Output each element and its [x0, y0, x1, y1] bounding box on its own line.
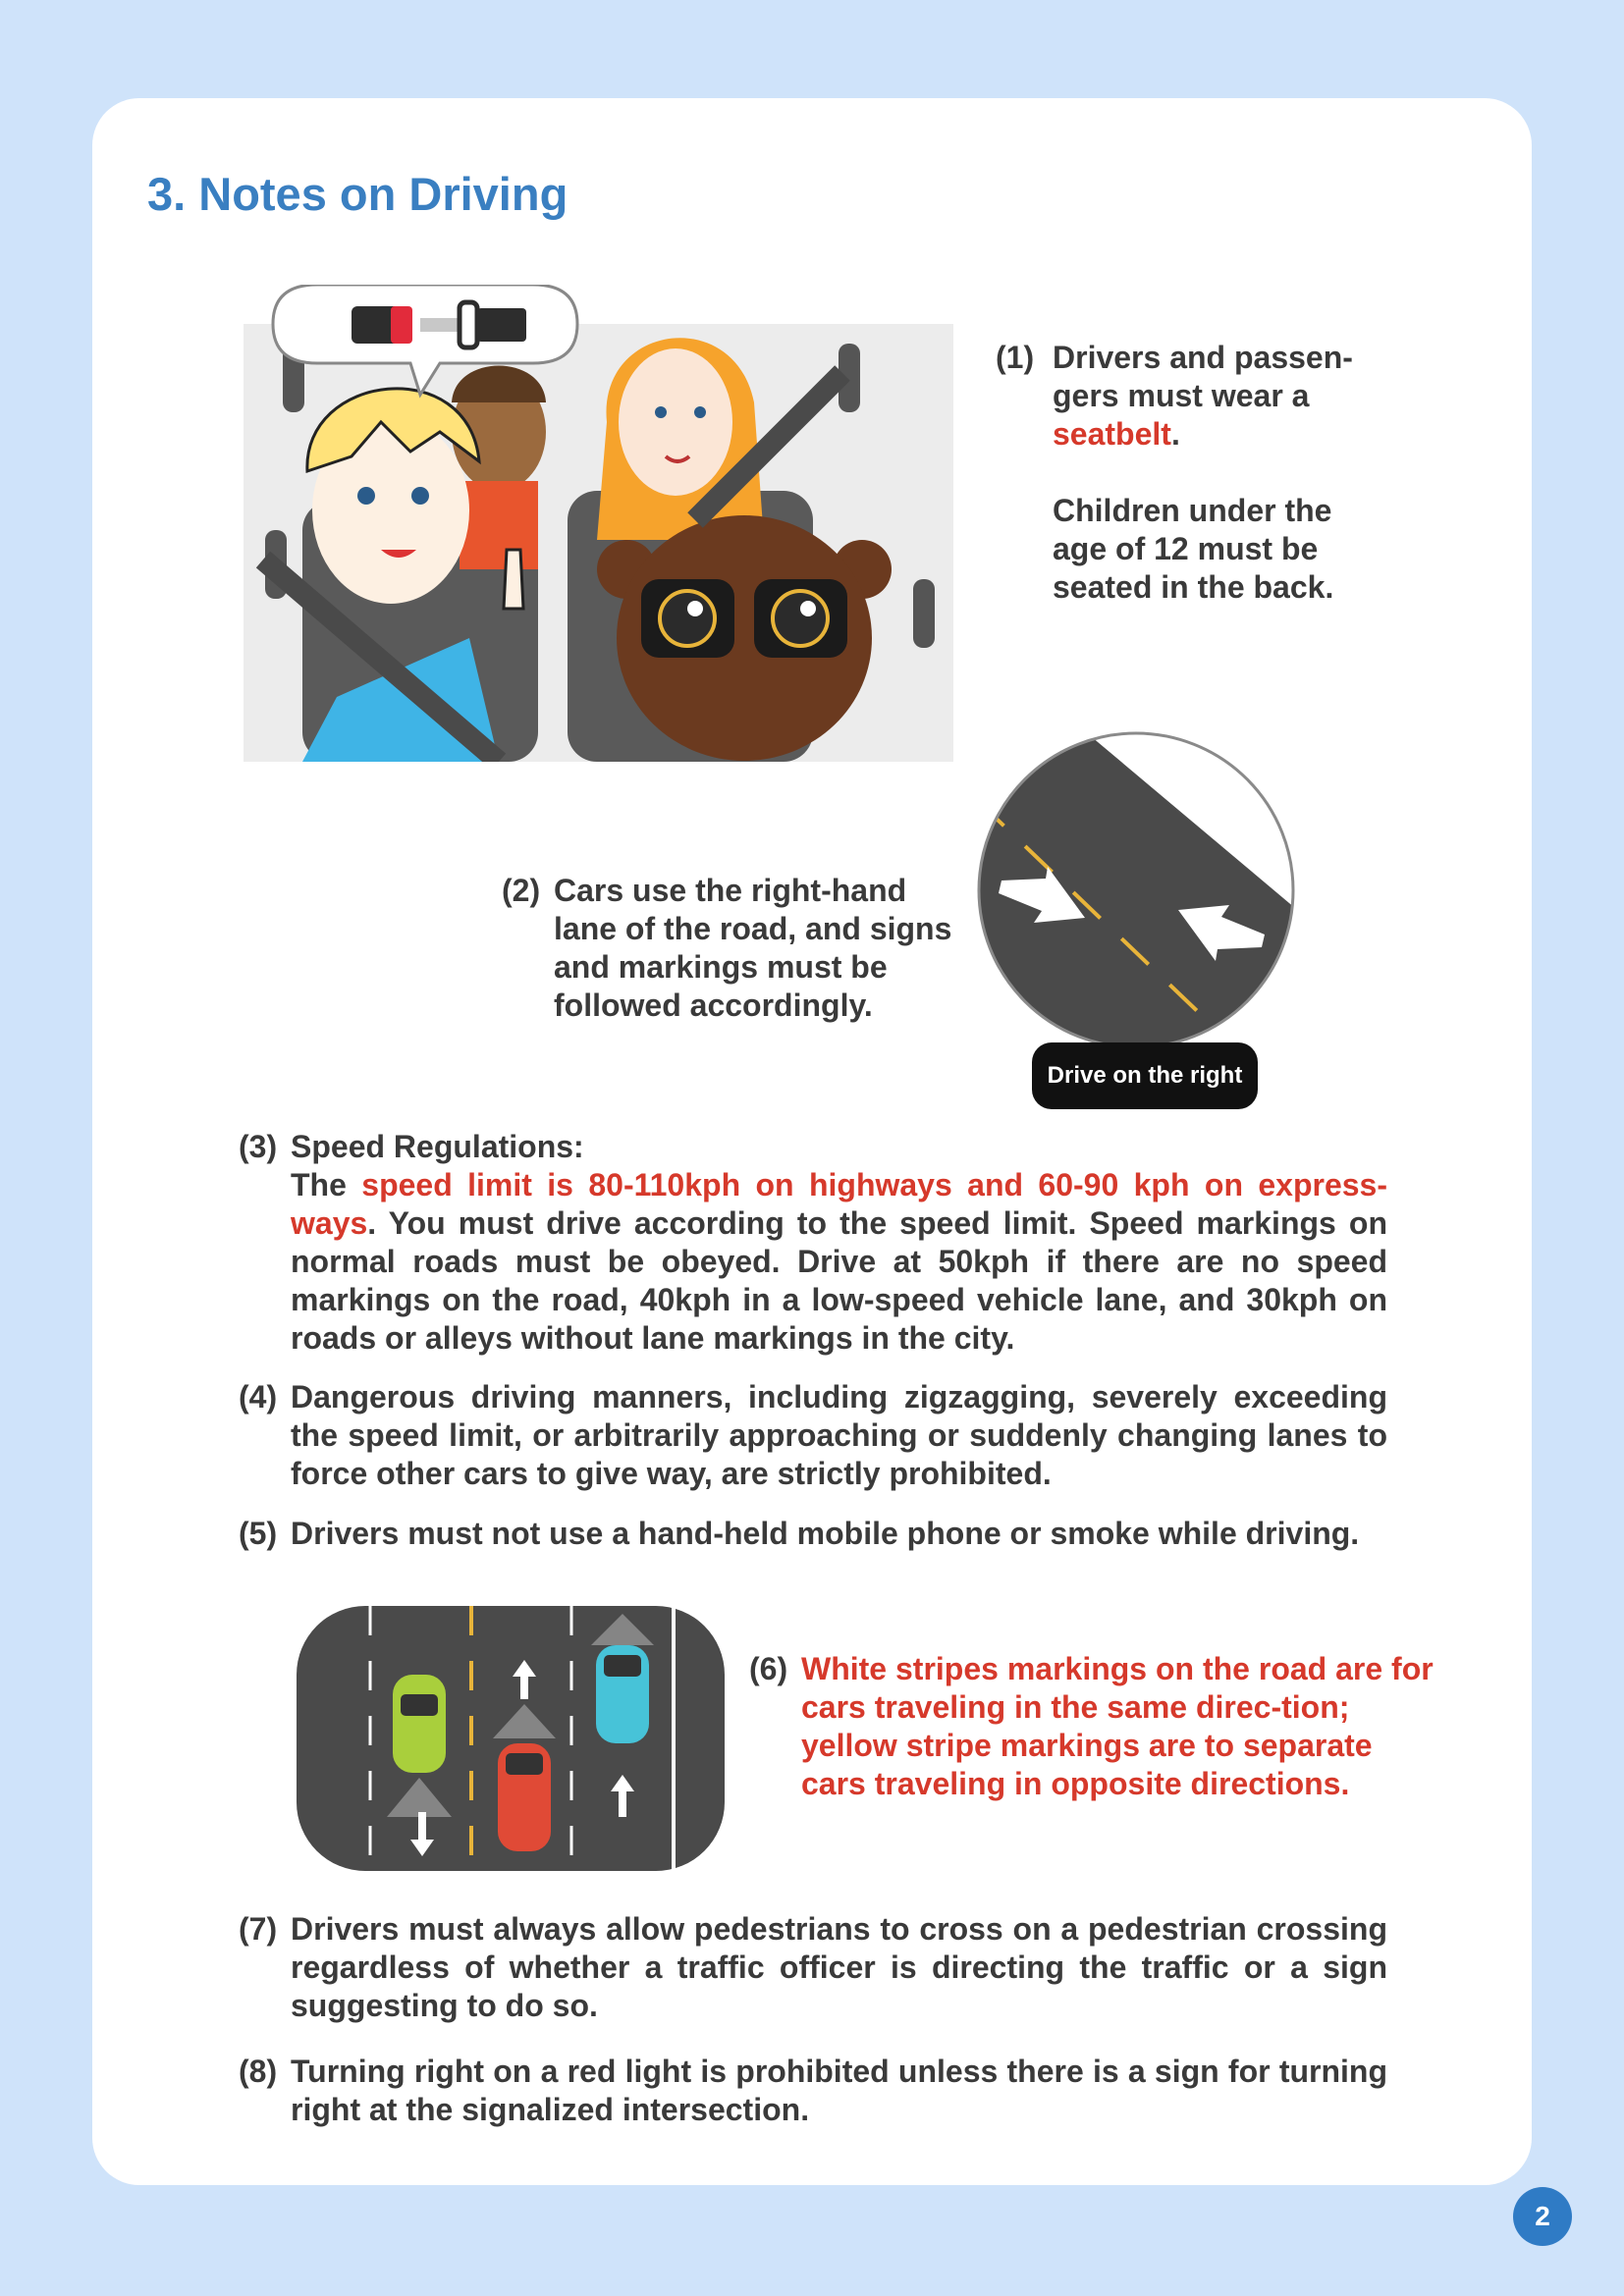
drive-on-right-badge: Drive on the right	[1032, 1042, 1258, 1109]
note-text: Drivers and passen-gers must wear a	[1053, 340, 1353, 413]
note-highlight: seatbelt	[1053, 416, 1171, 452]
note-text: Drivers must not use a hand-held mobile phone or smoke while driving.	[291, 1516, 1360, 1551]
note-text: Turning right on a red light is prohibited unless there is a sign for turning right at the signalized intersection.	[291, 2054, 1387, 2127]
note-item-5: (5) Drivers must not use a hand-held mobile phone or smoke while driving.	[239, 1515, 1387, 1553]
note-text: Drivers must always allow pedestrians to cross on a pedestrian crossing regardless of whether a traffic officer is directing the traffic or a sign suggesting to do so.	[291, 1911, 1387, 2023]
note-item-1: (1) Drivers and passen-gers must wear a seatbelt. Children under the age of 12 must be seated in the back.	[996, 339, 1388, 607]
note-highlight: White stripes markings on the road are for cars traveling in the same direc-tion; yellow stripe markings are to separate cars traveling in opposite directions.	[801, 1651, 1434, 1801]
note-text: Children under the age of 12 must be seated in the back.	[1053, 493, 1334, 605]
note-item-3: (3) Speed Regulations: The speed limit is 80-110kph on highways and 60-90 kph on express-ways. You must drive according to the speed limit. Speed markings on normal roads must be obeyed. Drive at 50kph if there are no speed markings on the road, 40kph in a low-speed vehicle lane, and 30kph on roads or alleys without lane markings in the city.	[239, 1129, 1387, 1356]
note-item-6: (6) White stripes markings on the road are for cars traveling in the same direc-tion; yellow stripe markings are to separate cars traveling in opposite directions.	[749, 1650, 1436, 1803]
car-passengers-illustration	[244, 285, 953, 762]
note-item-4: (4) Dangerous driving manners, including zigzagging, severely exceeding the speed limit, or arbitrarily approaching or suddenly changing lanes to force other cars to give way, are strictly prohibited.	[239, 1379, 1387, 1491]
section-title: 3. Notes on Driving	[147, 168, 568, 220]
note-heading: Speed Regulations:	[291, 1129, 584, 1164]
note-item-2: (2) Cars use the right-hand lane of the road, and signs and markings must be followed accordingly.	[502, 872, 973, 1025]
note-text: Cars use the right-hand lane of the road, and signs and markings must be followed accordingly.	[554, 873, 952, 1023]
note-item-7: (7) Drivers must always allow pedestrians to cross on a pedestrian crossing regardless of whether a traffic officer is directing the traffic or a sign suggesting to do so.	[239, 1911, 1387, 2023]
page-number-badge: 2	[1513, 2187, 1572, 2246]
note-highlight: speed limit is 80-110kph on highways and 60-90 kph on express-ways	[291, 1167, 1387, 1241]
note-item-8: (8) Turning right on a red light is prohibited unless there is a sign for turning right at the signalized intersection.	[239, 2054, 1387, 2127]
note-text: Dangerous driving manners, including zigzagging, severely exceeding the speed limit, or arbitrarily approaching or suddenly changing lanes to force other cars to give way, are strictly prohibited.	[291, 1379, 1387, 1491]
lane-markings-illustration	[297, 1606, 725, 1871]
